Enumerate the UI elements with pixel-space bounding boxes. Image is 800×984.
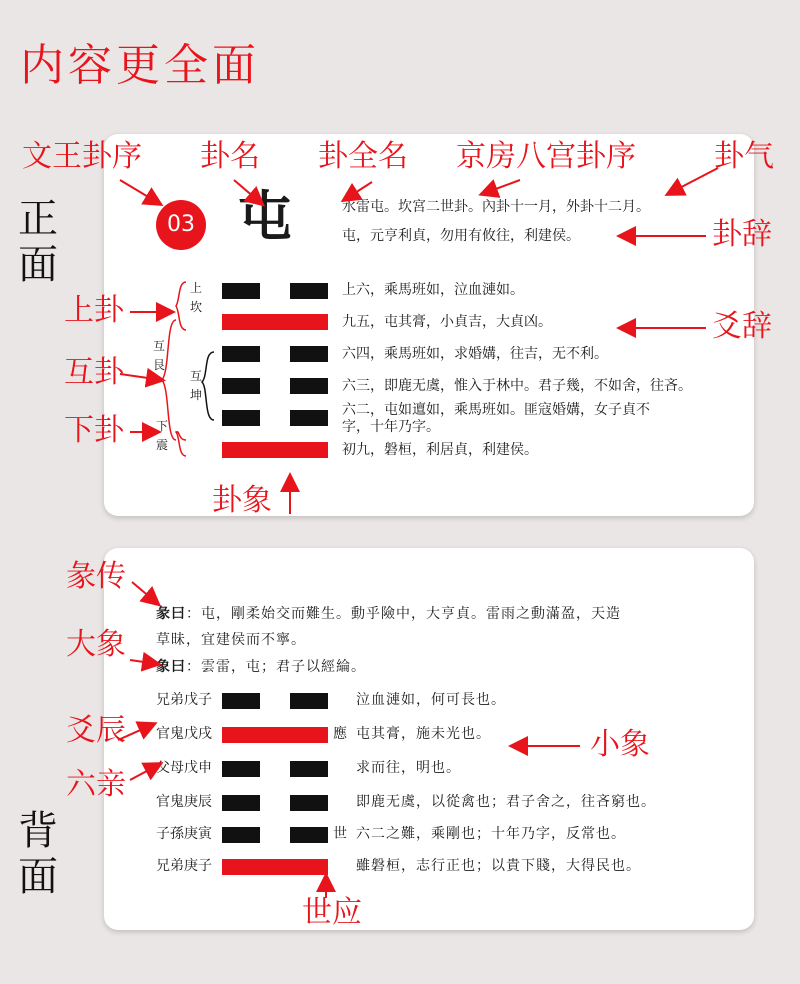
xiang-line: 象曰：雲雷，屯；君子以經綸。 bbox=[156, 659, 366, 675]
front-side-label: 正面 bbox=[18, 196, 58, 288]
callout-hu-gua: 互卦 bbox=[64, 355, 124, 390]
yao-line-6: 上六，乘馬班如，泣血漣如。 bbox=[342, 282, 524, 298]
page-title: 内容更全面 bbox=[20, 40, 260, 91]
tuan-line-1: 彖曰：屯，剛柔始交而難生。動乎險中，大亨貞。雷雨之動滿盈，天造 bbox=[156, 606, 621, 622]
tuan-line-2: 草昧，宜建侯而不寧。 bbox=[156, 632, 306, 648]
gua-number-badge: 03 bbox=[156, 200, 206, 250]
callout-shang-gua: 上卦 bbox=[64, 293, 124, 328]
gua-name-char: 屯 bbox=[238, 185, 292, 248]
callout-gua-name: 卦名 bbox=[200, 139, 260, 174]
callout-shiying: 世应 bbox=[302, 895, 362, 930]
liuqin-label: 兄弟庚子 bbox=[156, 858, 212, 874]
xiaoxiang-line: 六二之難，乘剛也；十年乃字，反常也。 bbox=[356, 826, 626, 842]
liuqin-label: 官鬼戊戌 bbox=[156, 726, 212, 742]
trigram-hu-left-label: 互 艮 bbox=[152, 339, 165, 373]
callout-tuan: 彖传 bbox=[66, 559, 126, 594]
yao-line-3: 六三，即鹿无虞，惟入于林中。君子幾，不如舍，往吝。 bbox=[342, 378, 692, 394]
yao-line-5: 九五，屯其膏，小貞吉，大貞凶。 bbox=[342, 314, 552, 330]
back-side-label: 背面 bbox=[18, 808, 58, 900]
liuqin-label: 官鬼庚辰 bbox=[156, 794, 212, 810]
shi-mark: 世 bbox=[333, 826, 347, 842]
liuqin-label: 子孫庚寅 bbox=[156, 826, 212, 842]
xiaoxiang-line: 泣血漣如，何可長也。 bbox=[356, 692, 506, 708]
xiaoxiang-line: 屯其膏，施未光也。 bbox=[356, 726, 491, 742]
liuqin-label: 父母戊申 bbox=[156, 760, 212, 776]
gua-fullname-line: 水雷屯。坎宮二世卦。內卦十一月，外卦十二月。 bbox=[342, 199, 650, 215]
callout-gua-xiang: 卦象 bbox=[212, 483, 272, 518]
xiaoxiang-line: 雖磐桓，志行正也；以貴下賤，大得民也。 bbox=[356, 858, 641, 874]
callout-daxiang: 大象 bbox=[66, 627, 126, 662]
trigram-upper-label: 上 坎 bbox=[189, 281, 202, 315]
yao-line-2-cont: 字，十年乃字。 bbox=[342, 419, 440, 435]
guaci-line: 屯，元亨利貞，勿用有攸往，利建侯。 bbox=[342, 228, 580, 244]
trigram-lower-label: 下 震 bbox=[155, 419, 168, 453]
yao-line-1: 初九，磐桓，利居貞，利建侯。 bbox=[342, 442, 538, 458]
yao-line-4: 六四，乘馬班如，求婚媾，往吉，无不利。 bbox=[342, 346, 608, 362]
callout-yaochen: 爻辰 bbox=[66, 713, 126, 748]
callout-guaci: 卦辞 bbox=[712, 217, 772, 252]
callout-xiaoxiang: 小象 bbox=[590, 727, 650, 762]
ying-mark: 應 bbox=[333, 726, 347, 742]
callout-jingfang: 京房八宫卦序 bbox=[456, 139, 636, 174]
xiaoxiang-line: 即鹿无虞，以從禽也；君子舍之，往吝窮也。 bbox=[356, 794, 656, 810]
callout-yaoci: 爻辞 bbox=[712, 309, 772, 344]
xiaoxiang-line: 求而往，明也。 bbox=[356, 760, 461, 776]
callout-gua-fullname: 卦全名 bbox=[318, 139, 408, 174]
callout-liuqin: 六亲 bbox=[66, 767, 126, 802]
callout-wenwang: 文王卦序 bbox=[22, 139, 142, 174]
yao-line-2: 六二，屯如邅如，乘馬班如。匪寇婚媾，女子貞不 bbox=[342, 402, 650, 418]
callout-guaqi: 卦气 bbox=[714, 139, 774, 174]
callout-xia-gua: 下卦 bbox=[64, 413, 124, 448]
liuqin-label: 兄弟戊子 bbox=[156, 692, 212, 708]
trigram-hu-right-label: 互 坤 bbox=[189, 369, 202, 403]
